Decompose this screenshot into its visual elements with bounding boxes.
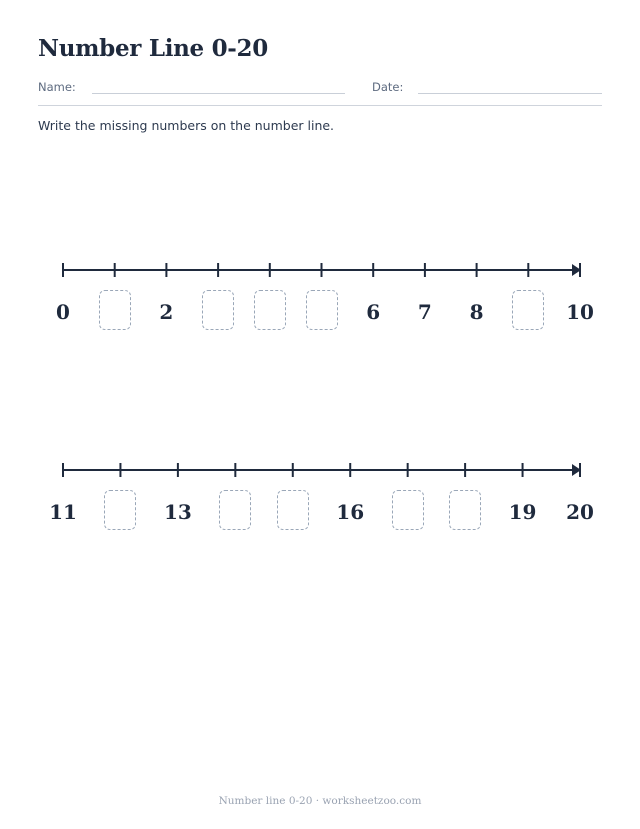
number-label: 10 [566, 300, 594, 324]
page-title: Number Line 0-20 [38, 35, 268, 62]
missing-number-box[interactable] [306, 290, 338, 330]
missing-number-box[interactable] [219, 490, 251, 530]
number-line-0-to-10 [0, 255, 640, 345]
number-line-11-to-20 [0, 455, 640, 545]
date-label: Date: [372, 80, 404, 94]
number-label: 6 [366, 300, 381, 324]
name-field[interactable] [92, 93, 345, 94]
instructions-text: Write the missing numbers on the number line. [38, 118, 335, 133]
missing-number-box[interactable] [99, 290, 131, 330]
missing-number-box[interactable] [104, 490, 136, 530]
number-label: 8 [469, 300, 484, 324]
number-label: 7 [417, 300, 432, 324]
number-label: 19 [508, 500, 537, 524]
number-label: 11 [49, 500, 77, 524]
missing-number-box[interactable] [512, 290, 544, 330]
number-label: 16 [336, 500, 365, 524]
missing-number-box[interactable] [254, 290, 286, 330]
missing-number-box[interactable] [202, 290, 234, 330]
missing-number-box[interactable] [449, 490, 481, 530]
number-label: 13 [163, 500, 192, 524]
missing-number-box[interactable] [392, 490, 424, 530]
header-divider [38, 105, 602, 106]
name-label: Name: [38, 80, 76, 94]
number-label: 2 [159, 300, 174, 324]
number-line-axis [0, 455, 640, 485]
missing-number-box[interactable] [277, 490, 309, 530]
footer-text: Number line 0-20 · worksheetzoo.com [218, 795, 422, 807]
number-line-axis [0, 255, 640, 285]
date-field[interactable] [418, 93, 602, 94]
number-label: 20 [566, 500, 594, 524]
number-label: 0 [56, 300, 70, 324]
